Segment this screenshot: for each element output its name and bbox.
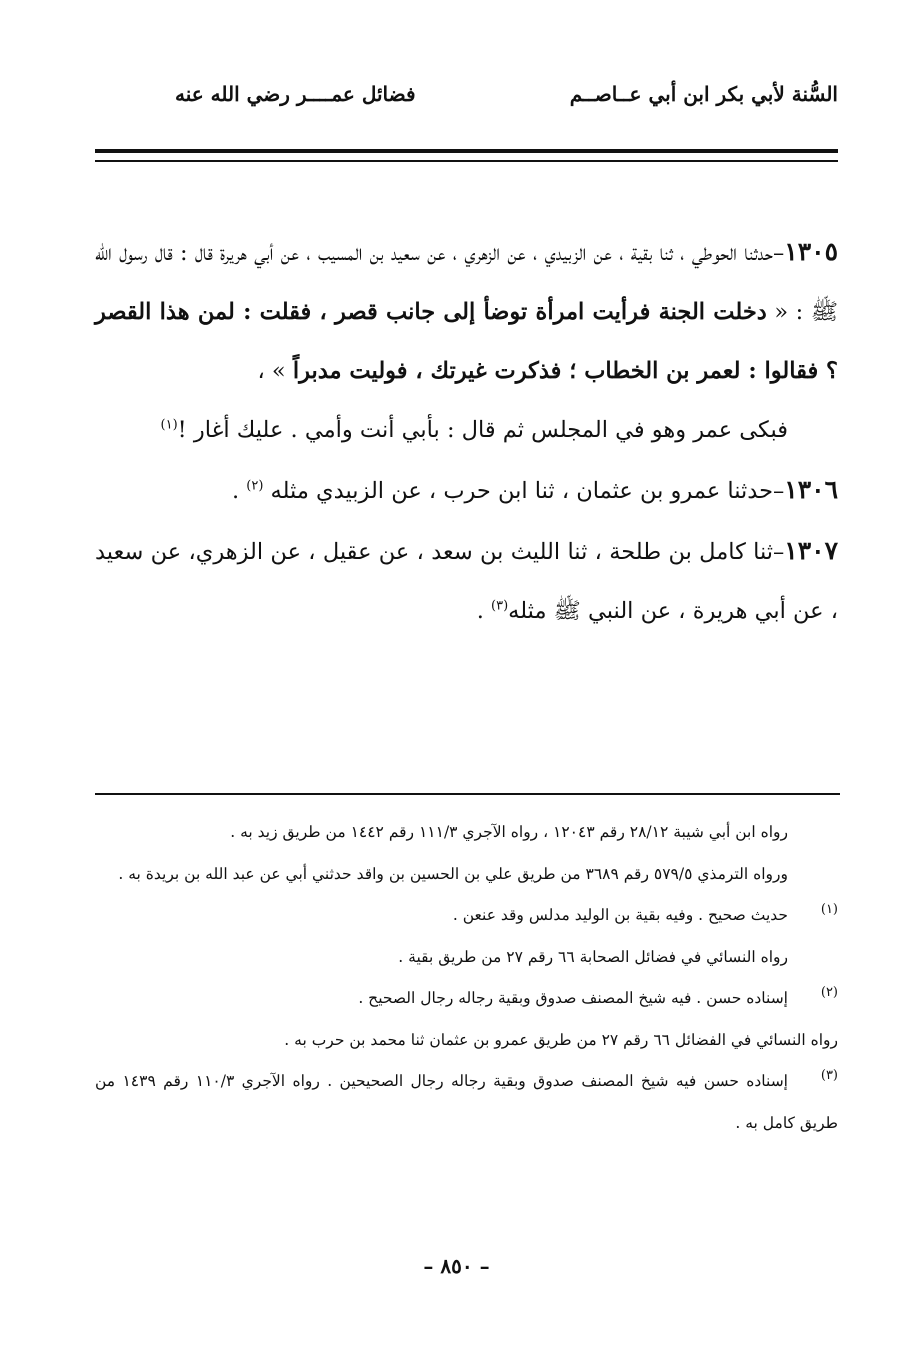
header-rule-thick [95, 149, 838, 153]
main-text [95, 222, 838, 641]
footnote-2-cont: رواه النسائي في الفضائل ٦٦ رقم ٢٧ من طريق عمرو بن عثمان ثنا محمد بن حرب به . [284, 1030, 838, 1049]
hadith-1306 [95, 460, 838, 521]
footnote-1 [95, 895, 838, 937]
footnote-ref[interactable]: (٢) [246, 478, 264, 494]
footnote-continued: رواه ابن أبي شيبة ٢٨/١٢ رقم ١٢٠٤٣ ، رواه الآجري ١١١/٣ رقم ١٤٤٢ من طريق زيد به . [230, 823, 788, 841]
hadith-1307 [95, 521, 838, 641]
footnote-text: إسناده حسن . فيه شيخ المصنف صدوق وبقية رجاله رجال الصحيح . [358, 989, 788, 1007]
footnote-continued: ورواه الترمذي ٥٧٩/٥ رقم ٣٦٨٩ من طريق علي بن الحسين بن واقد حدثني أبي عن عبد الله بن بريدة به . [118, 864, 788, 883]
page-number: – ٨٥٠ – [423, 1254, 490, 1278]
hadith-chain: –حدثنا الحوطي ، ثنا بقية ، عن الزبيدي ، عن الزهري ، عن سعيد بن المسيب ، عن أبي هريرة قال : قال رسول الله ﷺ : « [95, 240, 839, 325]
footnote-mark: (٣) [820, 1068, 838, 1083]
hadith-end: . [476, 598, 492, 624]
hadith-1305 [95, 222, 838, 401]
header-rule-thin [95, 160, 838, 162]
hadith-matn: دخلت الجنة فرأيت امرأة توضأ إلى جانب قصر ، فقلت : لمن هذا القصر ؟ فقالوا : لعمر بن الخطاب ؛ فذكرت غيرتك ، فوليت مدبراً [95, 299, 838, 384]
hadith-1305-after [95, 401, 838, 460]
section-title: فضائل عمــــر رضي الله عنه [175, 82, 416, 106]
footnote-3 [95, 1061, 838, 1144]
hadith-number: ١٣٠٥ [784, 237, 838, 266]
hadith-end: . [231, 478, 247, 504]
footnote-separator [95, 793, 840, 795]
footnotes [95, 812, 838, 1144]
hadith-text: –ثنا كامل بن طلحة ، ثنا الليث بن سعد ، عن عقيل ، عن الزهري، عن سعيد ، عن أبي هريرة ، عن النبي ﷺ مثله [95, 539, 838, 624]
footnote-text: إسناده حسن فيه شيخ المصنف صدوق وبقية رجاله رجال الصحيحين . رواه الآجري ١١٠/٣ رقم ١٤٣٩ من طريق كامل به . [95, 1072, 838, 1132]
book-title: السُّنة لأبي بكر ابن أبي عــاصــم [569, 82, 838, 106]
footnote-mark: (١) [820, 902, 838, 917]
hadith-number: ١٣٠٦ [784, 475, 838, 504]
footnote-ref[interactable]: (٣) [491, 598, 509, 614]
hadith-number: ١٣٠٧ [784, 536, 838, 565]
hadith-end: » ، [257, 358, 293, 384]
footnote-mark: (٢) [820, 985, 838, 1000]
footnote-2 [95, 978, 838, 1020]
running-header [95, 72, 838, 122]
footnote-1-cont: رواه النسائي في فضائل الصحابة ٦٦ رقم ٢٧ من طريق بقية . [398, 947, 788, 966]
after-text: فبكى عمر وهو في المجلس ثم قال : بأبي أنت وأمي . عليك أغار ! [177, 417, 788, 443]
footnote-text: حديث صحيح . وفيه بقية بن الوليد مدلس وقد عنعن . [452, 906, 788, 924]
footnote-ref[interactable]: (١) [160, 417, 178, 433]
hadith-text: –حدثنا عمرو بن عثمان ، ثنا ابن حرب ، عن الزبيدي مثله [270, 478, 785, 504]
